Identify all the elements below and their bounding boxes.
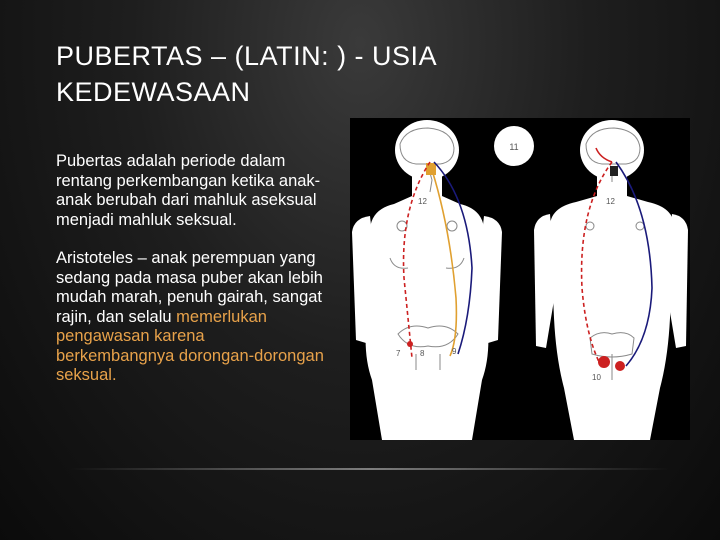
label-9: 9 xyxy=(452,347,457,356)
label-11: 11 xyxy=(509,142,519,152)
paragraph-aristoteles-highlight: memerlukan pengawasan karena berkembangnya dorongan-dorongan seksual. xyxy=(56,307,324,384)
paragraph-aristoteles xyxy=(56,249,326,386)
label-10: 10 xyxy=(592,373,601,382)
bottom-divider xyxy=(70,468,670,470)
anatomy-figure xyxy=(350,118,690,440)
label-12-right: 12 xyxy=(606,197,615,206)
label-circle-11 xyxy=(494,126,534,166)
label-7: 7 xyxy=(396,349,401,358)
slide-title: PUBERTAS – (LATIN: ) - USIA KEDEWASAAN xyxy=(56,41,438,107)
slide-body xyxy=(56,152,326,405)
label-12-left: 12 xyxy=(418,197,427,206)
paragraph-aristoteles-text: Aristoteles – anak perempuan yang sedang pada masa puber akan lebih mudah marah, penuh gairah, sangat rajin, dan selalu xyxy=(56,249,323,326)
paragraph-definition: Pubertas adalah periode dalam rentang perkembangan ketika anak-anak berubah dari mahluk aseksual menjadi mahluk seksual. xyxy=(56,152,321,229)
label-8: 8 xyxy=(420,349,425,358)
hormone-pathway-diagram xyxy=(350,118,690,440)
